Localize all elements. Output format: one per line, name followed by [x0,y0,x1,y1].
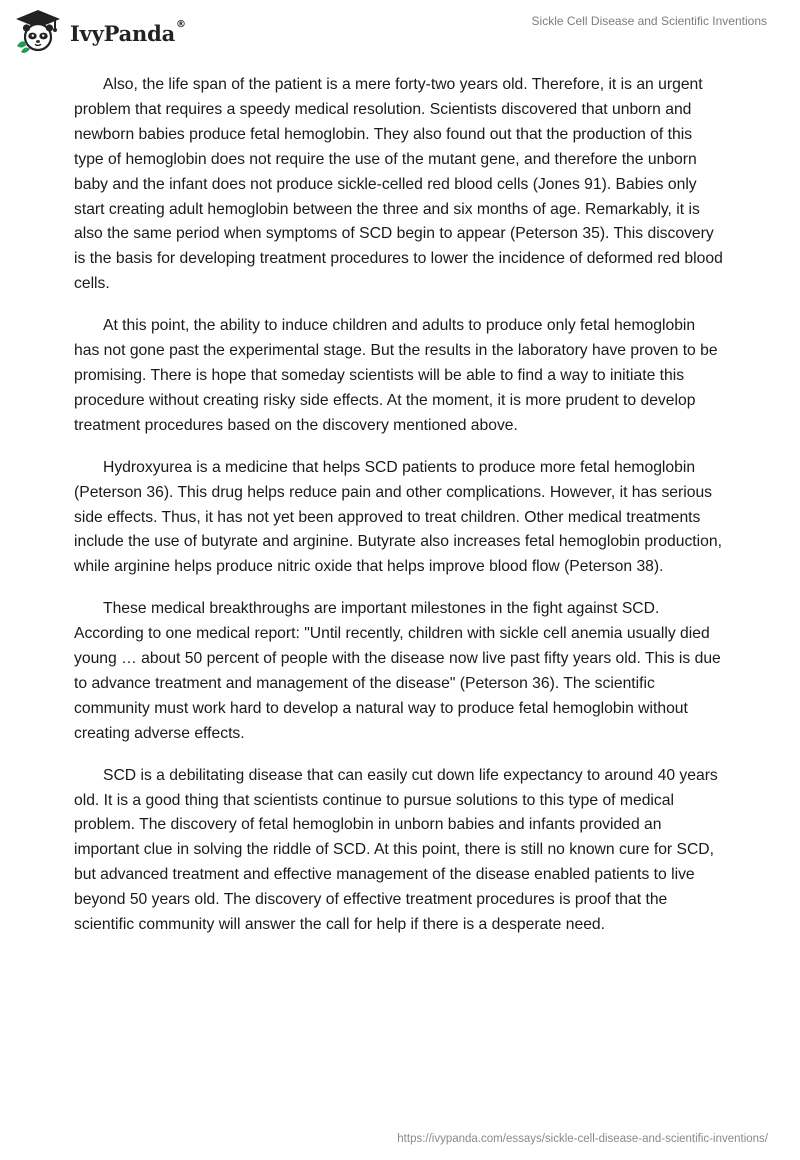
essay-body [74,73,724,955]
paragraph-5: SCD is a debilitating disease that can easily cut down life expectancy to around 40 years old. It is a good thing that scientists continue to pursue solutions to this type of medical problem. The discovery of fetal hemoglobin in unborn babies and infants provided an important clue in solving the riddle of SCD. At this point, there is still no known cure for SCD, but advanced treatment and effective management of the disease enabled patients to live beyond 50 years old. The discovery of effective treatment procedures is proof that the scientific community will answer the call for help if there is a desperate need. [74,766,718,934]
panda-graduate-icon [14,8,62,54]
source-url-link[interactable]: https://ivypanda.com/essays/sickle-cell-disease-and-scientific-inventions/ [397,1133,768,1145]
paragraph-2: At this point, the ability to induce children and adults to produce only fetal hemoglobin has not gone past the experimental stage. But the results in the laboratory have proven to be promising. There is hope that someday scientists will be able to find a way to initiate this procedure without creating risky side effects. At the moment, it is more prudent to develop treatment procedures based on the discovery mentioned above. [74,317,718,434]
brand-name-text: IvyPanda [70,20,176,46]
document-title: Sickle Cell Disease and Scientific Inventions [531,14,767,28]
brand-name [70,18,186,46]
paragraph-1: Also, the life span of the patient is a mere forty-two years old. Therefore, it is an urgent problem that requires a speedy medical resolution. Scientists discovered that unborn and newborn babies produce fetal hemoglobin. They also found out that the production of this type of hemoglobin does not require the use of the mutant gene, and therefore the unborn baby and the infant does not produce sickle-celled red blood cells (Jones 91). Babies only start creating adult hemoglobin between the three and six months of age. Remarkably, it is also the same period when symptoms of SCD begin to appear (Peterson 35). This discovery is the basis for developing treatment procedures to lower the incidence of deformed red blood cells. [74,76,723,293]
page-header [0,0,800,60]
paragraph-4: These medical breakthroughs are important milestones in the fight against SCD. According to one medical report: "Until recently, children with sickle cell anemia usually died young … about 50 percent of people with the disease now live past fifty years old. This is due to advance treatment and management of the disease" (Peterson 36). The scientific community must work hard to develop a natural way to produce fetal hemoglobin without creating adverse effects. [74,600,721,742]
registered-mark: ® [176,18,186,30]
paragraph-3: Hydroxyurea is a medicine that helps SCD patients to produce more fetal hemoglobin (Peterson 36). This drug helps reduce pain and other complications. However, it has serious side effects. Thus, it has not yet been approved to treat children. Other medical treatments include the use of butyrate and arginine. Butyrate also increases fetal hemoglobin production, while arginine helps produce nitric oxide that helps improve blood flow (Peterson 38). [74,458,722,576]
ivypanda-logo[interactable] [14,8,186,54]
